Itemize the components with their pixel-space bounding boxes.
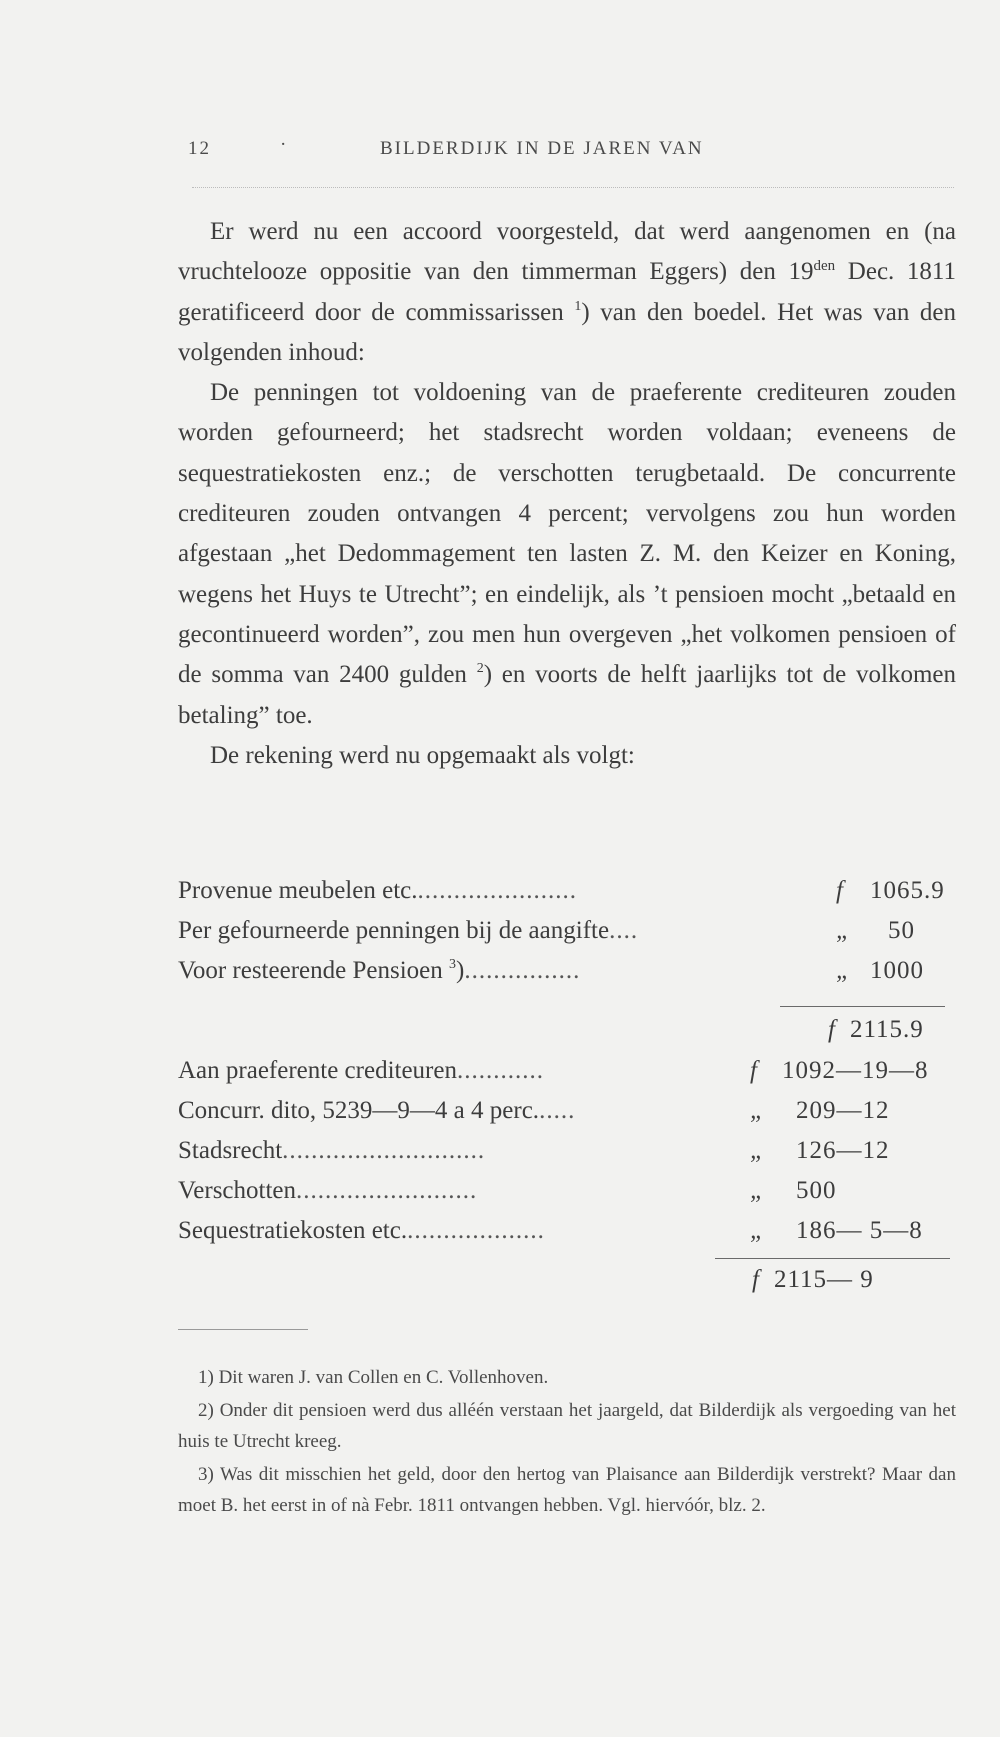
footnote-3: 3) Was dit misschien het geld, door den hertog van Plaisance aan Bilderdijk verstrekt? Maar dan moet B. het eerst in of nà Febr. 1811 ontvangen hebben. Vgl. hiervóór, blz. 2. — [178, 1464, 956, 1516]
header-separator: · — [280, 134, 289, 155]
paragraph-3: De rekening werd nu opgemaakt als volgt: — [210, 741, 635, 769]
dot-leader: ......................... — [296, 1177, 478, 1204]
footnote-1: 1) Dit waren J. van Collen en C. Vollenhoven. — [198, 1367, 549, 1388]
account-amount: 209—12 — [796, 1097, 890, 1124]
footnote-rule — [178, 1329, 308, 1330]
total-amount: 2115.9 — [849, 1016, 924, 1043]
header-rule — [192, 187, 954, 188]
footnote-2: 2) Onder dit pensioen werd dus alléén verstaan het jaargeld, dat Bilderdijk als vergoeding van het huis te Utrecht kreeg. — [178, 1400, 956, 1452]
footnote-ref-2: 2 — [476, 661, 484, 677]
footnote-ref-3: 3 — [448, 957, 456, 972]
account-label: Stadsrecht — [178, 1137, 283, 1164]
dot-leader: ..... — [539, 1097, 576, 1124]
account-row: Voor resteerende Pensioen $^3$)................ „ 1000 — [178, 957, 924, 984]
credit-total — [828, 1016, 924, 1044]
account-row — [178, 1057, 956, 1097]
footnote-ref-1: 1 — [574, 298, 582, 314]
dot-leader: .... — [609, 917, 639, 944]
account-amount: 186— 5—8 — [796, 1217, 923, 1244]
account-amount: 50 — [888, 917, 915, 944]
account-label: Concurr. dito, 5239—9—4 a 4 perc. — [178, 1097, 540, 1124]
account-amount: 1065.9 — [870, 877, 945, 904]
account-label: Sequestratiekosten etc. — [178, 1217, 408, 1244]
total-amount: 2115— 9 — [773, 1266, 874, 1293]
currency-mark: f — [752, 1266, 760, 1293]
account-row — [178, 1097, 956, 1137]
currency-mark: „ — [836, 917, 850, 944]
account-label: Verschotten — [178, 1177, 297, 1204]
account-amount: 1092—19—8 — [782, 1057, 929, 1084]
account-row — [178, 1137, 956, 1177]
paragraph-2: De penningen tot voldoening van de praeferente crediteuren zouden worden gefourneerd; het stadsrecht worden voldaan; eveneens de sequestratiekosten enz.; de verschotten terugbetaald. De concurrente crediteuren zouden ontvangen 4 percent; vervolgens zou hun worden afgestaan „het Dedommagement ten lasten Z. M. den Keizer en Koning, wegens het Huys te Utrecht”; en eindelijk, als ’t pensioen mocht „betaald en gecontinueerd worden”, zou men hun overgeven „het volkomen pensioen of de somma van 2400 gulden $^2$) en voorts de helft jaarlijks tot de volkomen betaling” toe. — [178, 379, 956, 729]
currency-mark: „ — [750, 1097, 764, 1124]
debit-total — [752, 1266, 874, 1294]
account-row — [178, 1217, 956, 1257]
paragraph-1: Er werd nu een accoord voorgesteld, dat werd aangenomen en (na vruchtelooze oppositie van den timmerman Eggers) den $19^{den}$ Dec. 1811 geratificeerd door de commissarissen $^1$) van den boedel. Het was van den volgenden inhoud: — [178, 218, 956, 366]
footnote-marker: 2) — [198, 1400, 214, 1421]
page-number: 12 — [188, 138, 211, 159]
dot-leader: ............ — [456, 1057, 544, 1084]
account-amount: 500 — [796, 1177, 837, 1204]
footnote-marker: 1) — [198, 1367, 214, 1388]
currency-mark: „ — [750, 1177, 764, 1204]
currency-mark: „ — [836, 957, 850, 984]
account-label: Voor resteerende Pensioen — [178, 957, 449, 984]
account-label: Aan praeferente crediteuren — [178, 1057, 457, 1084]
account-label: Per gefourneerde penningen bij de aangifte — [178, 917, 610, 944]
superscript-den: den — [813, 258, 836, 275]
currency-mark: „ — [750, 1217, 764, 1244]
body-text — [178, 212, 956, 776]
dot-leader: ...................... — [417, 877, 577, 904]
dot-leader: ............................ — [282, 1137, 486, 1164]
dot-leader: ................... — [407, 1217, 545, 1244]
currency-mark: f — [836, 877, 843, 904]
footnotes — [178, 1362, 956, 1523]
currency-mark: f — [750, 1057, 757, 1084]
account-amount: 126—12 — [796, 1137, 890, 1164]
account-label: Provenue meubelen etc. — [178, 877, 418, 904]
sum-line — [715, 1258, 950, 1259]
account-row — [178, 917, 956, 957]
dot-leader: ................ — [464, 957, 581, 984]
account-row — [178, 877, 956, 917]
footnote-marker: 3) — [198, 1464, 214, 1485]
account-row — [178, 1177, 956, 1217]
account-amount: 1000 — [870, 957, 924, 984]
currency-mark: „ — [750, 1137, 764, 1164]
currency-mark: f — [828, 1016, 836, 1043]
sum-line — [780, 1006, 945, 1007]
running-title: BILDERDIJK IN DE JAREN VAN — [380, 138, 704, 159]
